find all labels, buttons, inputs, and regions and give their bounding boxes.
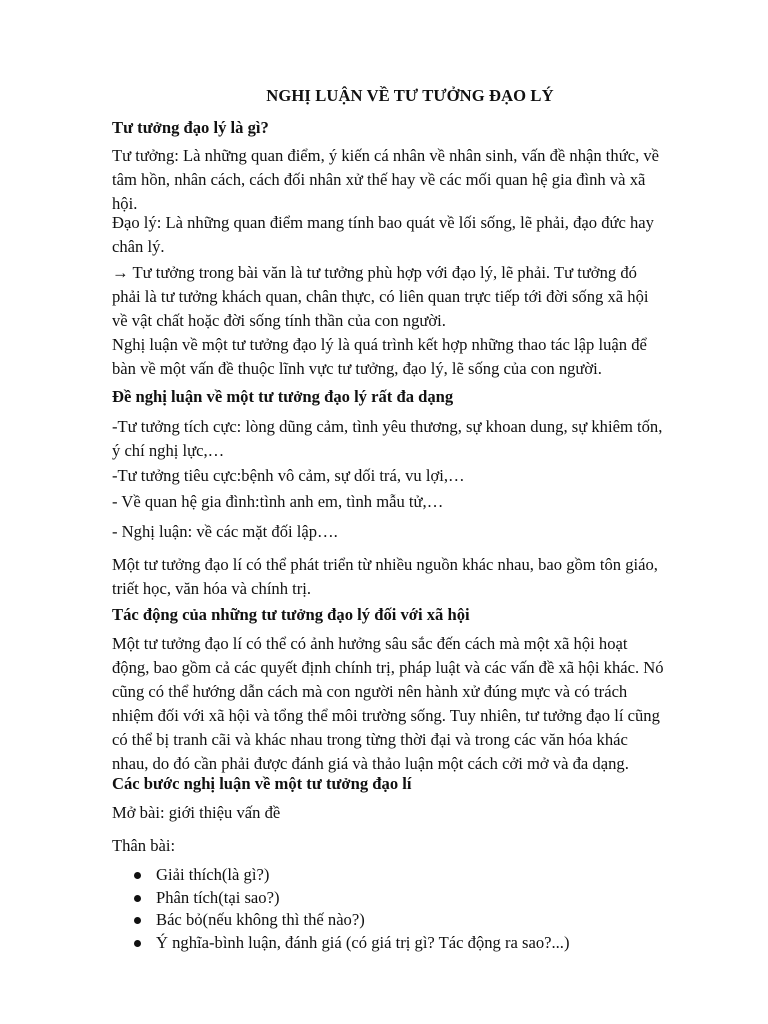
heading-text: Các bước nghị luận về một tư tưởng đạo lí	[112, 774, 412, 793]
list-item	[112, 932, 712, 955]
text-line: cũng có thể hướng dẫn cách mà con người nên hành xử đúng mực và có trách	[112, 682, 628, 701]
text-line: Nghị luận về một tư tưởng đạo lý là quá trình kết hợp những thao tác lập luận để	[112, 335, 647, 354]
text-line: hội.	[112, 194, 138, 213]
list-item-text: Ý nghĩa-bình luận, đánh giá (có giá trị gì? Tác động ra sao?...)	[156, 932, 570, 952]
text-line: triết học, văn hóa và chính trị.	[112, 579, 312, 598]
text-line: có thể bị tranh cãi và khác nhau trong từng thời đại và trong các văn hóa khác	[112, 730, 628, 749]
text-line: - Về quan hệ gia đình:tình anh em, tình mẫu tử,…	[112, 492, 444, 511]
paragraph-tu-tuong	[112, 144, 712, 216]
text-line: Đạo lý: Là những quan điểm mang tính bao quát về lối sống, lẽ phải, đạo đức hay	[112, 213, 654, 232]
text-line: Mở bài: giới thiệu vấn đề	[112, 803, 281, 822]
bullet-icon	[134, 895, 141, 902]
text-line: Tư tưởng: Là những quan điểm, ý kiến cá nhân về nhân sinh, vấn đề nhận thức, về	[112, 146, 660, 165]
text-line: nhau, do đó cần phải được đánh giá và thảo luận một cách cởi mở và đa dạng.	[112, 754, 629, 773]
text-line: Một tư tưởng đạo lí có thể có ảnh hưởng sâu sắc đến cách mà một xã hội hoạt	[112, 634, 628, 653]
list-item-text: Bác bỏ(nếu không thì thế nào?)	[156, 910, 365, 929]
list-item	[112, 887, 712, 910]
paragraph-arrow	[112, 261, 712, 333]
text-line: -Tư tưởng tiêu cực:bệnh vô cảm, sự dối trá, vu lợi,…	[112, 466, 465, 485]
paragraph-negative	[112, 464, 712, 488]
text-line: tâm hồn, nhân cách, cách đối nhân xử thế hay về các mối quan hệ gia đình và xã	[112, 170, 646, 189]
list-item-text: Giải thích(là gì?)	[156, 865, 270, 884]
paragraph-positive	[112, 415, 712, 463]
paragraph-dao-ly	[112, 211, 712, 259]
paragraph-body-label	[112, 834, 712, 858]
bullet-icon	[134, 917, 141, 924]
text-line: nhiệm đối với xã hội và tổng thể môi trường sống. Tuy nhiên, tư tưởng đạo lí cũng	[112, 706, 660, 725]
text-line: Một tư tưởng đạo lí có thể phát triển từ nhiều nguồn khác nhau, bao gồm tôn giáo,	[112, 555, 658, 574]
bullet-icon	[134, 940, 141, 947]
heading-text: Tư tưởng đạo lý là gì?	[112, 118, 269, 137]
bullet-icon	[134, 872, 141, 879]
list-item	[112, 864, 712, 887]
text-line: Thân bài:	[112, 836, 176, 855]
text-line: ý chí nghị lực,…	[112, 441, 225, 460]
text-line: phải là tư tưởng khách quan, chân thực, có liên quan trực tiếp tới đời sống xã hội	[112, 287, 649, 306]
paragraph-impact	[112, 632, 712, 776]
heading-text: Đề nghị luận về một tư tưởng đạo lý rất đa dạng	[112, 387, 454, 406]
heading-impact	[112, 603, 712, 627]
paragraph-definition	[112, 333, 712, 381]
heading-diverse	[112, 385, 712, 409]
paragraph-opposites	[112, 520, 712, 544]
list-item-text: Phân tích(tại sao?)	[156, 887, 280, 907]
paragraph-family	[112, 490, 712, 514]
text-line: → Tư tưởng trong bài văn là tư tưởng phù hợp với đạo lý, lẽ phải. Tư tưởng đó	[112, 263, 637, 282]
text-line: - Nghị luận: về các mặt đối lập….	[112, 522, 338, 541]
list-item	[112, 909, 712, 932]
document-title: NGHỊ LUẬN VỀ TƯ TƯỞNG ĐẠO LÝ	[266, 86, 554, 105]
text-line: -Tư tưởng tích cực: lòng dũng cảm, tình yêu thương, sự khoan dung, sự khiêm tốn,	[112, 417, 663, 436]
text-line: bàn về một vấn đề thuộc lĩnh vực tư tưởng, đạo lý, lẽ sống của con người.	[112, 359, 602, 378]
heading-what-is	[112, 116, 712, 140]
paragraph-sources	[112, 553, 712, 601]
steps-list	[112, 864, 712, 954]
heading-text: Tác động của những tư tưởng đạo lý đối với xã hội	[112, 605, 470, 624]
text-line: về vật chất hoặc đời sống tính thần của con người.	[112, 311, 446, 330]
paragraph-intro	[112, 801, 712, 825]
text-line: động, bao gồm cả các quyết định chính trị, pháp luật và các vấn đề xã hội khác. Nó	[112, 658, 664, 677]
text-line: chân lý.	[112, 237, 165, 256]
heading-steps	[112, 772, 712, 796]
